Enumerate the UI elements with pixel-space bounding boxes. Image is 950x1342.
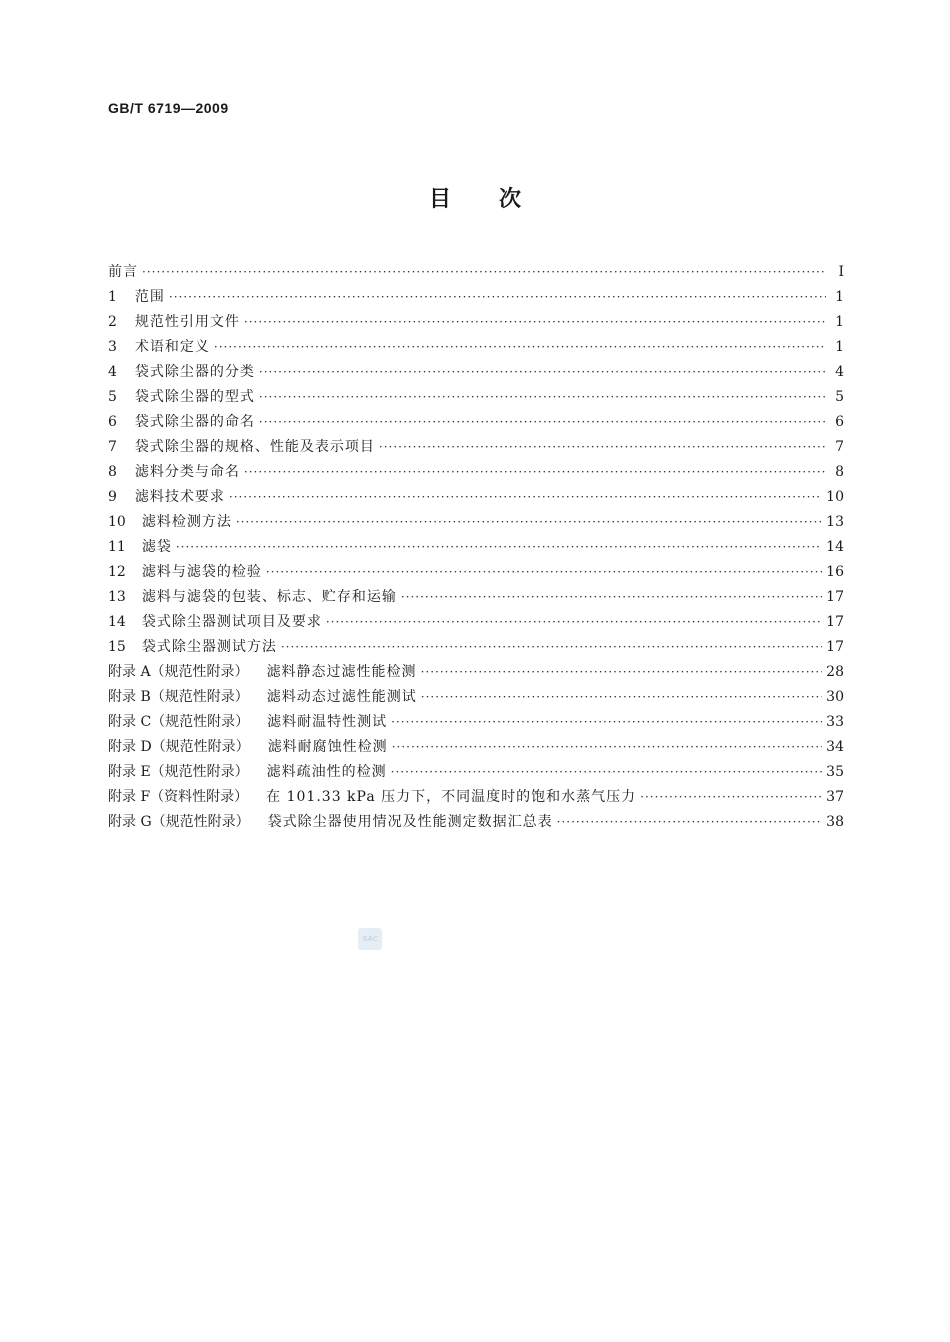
toc-entry-title: 袋式除尘器的规格、性能及表示项目 xyxy=(134,439,375,455)
toc-dot-leader xyxy=(326,610,822,635)
toc-entry-title: 滤料疏油性的检测 xyxy=(266,764,387,780)
toc-entry[interactable] xyxy=(108,660,844,685)
toc-entry-title: 袋式除尘器测试方法 xyxy=(141,639,277,655)
table-of-contents xyxy=(108,260,844,835)
toc-entry-title: 袋式除尘器测试项目及要求 xyxy=(141,614,322,630)
toc-entry-title: 滤料分类与命名 xyxy=(134,464,240,480)
toc-entry[interactable] xyxy=(108,460,844,485)
toc-entry-page: 16 xyxy=(826,564,844,580)
toc-entry[interactable] xyxy=(108,260,844,285)
toc-entry-page: 1 xyxy=(835,289,844,305)
toc-entry-title: 滤料技术要求 xyxy=(134,489,225,505)
toc-entry-page: 28 xyxy=(826,664,844,680)
toc-entry-title: 袋式除尘器的命名 xyxy=(134,414,255,430)
toc-entry-number: 3 xyxy=(108,339,117,355)
toc-entry-page: 37 xyxy=(826,789,844,805)
toc-entry[interactable] xyxy=(108,360,844,385)
toc-entry-number: 13 xyxy=(108,589,126,605)
toc-entry-page: 33 xyxy=(826,714,844,730)
toc-entry[interactable] xyxy=(108,560,844,585)
toc-entry-page: 1 xyxy=(835,339,844,355)
toc-entry-title: 滤料检测方法 xyxy=(141,514,232,530)
toc-entry[interactable] xyxy=(108,285,844,310)
toc-entry-page: 34 xyxy=(826,739,844,755)
toc-entry[interactable] xyxy=(108,635,844,660)
toc-entry-number: 15 xyxy=(108,639,126,655)
toc-entry-title: 滤料静态过滤性能检测 xyxy=(266,664,417,680)
toc-entry-page: 14 xyxy=(826,539,844,555)
toc-entry[interactable] xyxy=(108,735,844,760)
toc-entry[interactable] xyxy=(108,435,844,460)
toc-entry[interactable] xyxy=(108,410,844,435)
toc-entry-title: 袋式除尘器的型式 xyxy=(134,389,255,405)
toc-entry-title: 滤料动态过滤性能测试 xyxy=(266,689,417,705)
toc-dot-leader xyxy=(259,360,826,385)
toc-entry-page: 17 xyxy=(826,639,844,655)
toc-entry-title: 滤料与滤袋的包装、标志、贮存和运输 xyxy=(141,589,397,605)
toc-entry[interactable] xyxy=(108,610,844,635)
toc-entry[interactable] xyxy=(108,685,844,710)
toc-dot-leader xyxy=(259,385,826,410)
toc-entry-number: 1 xyxy=(108,289,117,305)
toc-entry-title: 滤料耐腐蚀性检测 xyxy=(267,739,388,755)
toc-dot-leader xyxy=(214,335,826,360)
toc-dot-leader xyxy=(379,435,826,460)
toc-entry[interactable] xyxy=(108,510,844,535)
toc-dot-leader xyxy=(640,785,822,810)
toc-entry-number: 2 xyxy=(108,314,117,330)
toc-entry-title: 在 101.33 kPa 压力下，不同温度时的饱和水蒸气压力 xyxy=(266,789,637,805)
toc-entry[interactable] xyxy=(108,760,844,785)
toc-dot-leader xyxy=(266,560,822,585)
toc-dot-leader xyxy=(236,510,822,535)
toc-dot-leader xyxy=(229,485,822,510)
toc-entry-page: 8 xyxy=(835,464,844,480)
toc-entry-number: 附录 C（规范性附录） xyxy=(108,714,250,730)
toc-entry-page: 1 xyxy=(835,314,844,330)
toc-dot-leader xyxy=(391,760,823,785)
toc-entry[interactable] xyxy=(108,585,844,610)
toc-dot-leader xyxy=(244,460,826,485)
toc-dot-leader xyxy=(401,585,822,610)
toc-entry-page: 13 xyxy=(826,514,844,530)
toc-entry-number: 附录 B（规范性附录） xyxy=(108,689,249,705)
toc-entry[interactable] xyxy=(108,310,844,335)
toc-entry-number: 7 xyxy=(108,439,117,455)
standard-code: GB/T 6719—2009 xyxy=(108,100,229,116)
toc-entry-page: 7 xyxy=(835,439,844,455)
toc-dot-leader xyxy=(244,310,826,335)
toc-entry-title: 术语和定义 xyxy=(134,339,210,355)
toc-entry-page: 17 xyxy=(826,589,844,605)
toc-dot-leader xyxy=(421,660,823,685)
toc-entry-number: 10 xyxy=(108,514,126,530)
toc-dot-leader xyxy=(391,710,822,735)
toc-entry-number: 11 xyxy=(108,539,126,555)
toc-entry-page: 4 xyxy=(835,364,844,380)
toc-entry[interactable] xyxy=(108,335,844,360)
title-part-2: 次 xyxy=(499,187,522,212)
toc-entry-number: 附录 A（规范性附录） xyxy=(108,664,249,680)
toc-entry[interactable] xyxy=(108,710,844,735)
toc-dot-leader xyxy=(259,410,826,435)
toc-dot-leader xyxy=(421,685,822,710)
toc-entry[interactable] xyxy=(108,485,844,510)
toc-entry-title: 袋式除尘器使用情况及性能测定数据汇总表 xyxy=(267,814,553,830)
toc-dot-leader xyxy=(557,810,823,835)
toc-entry-title: 前言 xyxy=(108,264,138,280)
toc-entry-number: 附录 G（规范性附录） xyxy=(108,814,250,830)
toc-entry-number: 附录 D（规范性附录） xyxy=(108,739,250,755)
toc-entry-number: 9 xyxy=(108,489,117,505)
toc-entry[interactable] xyxy=(108,810,844,835)
toc-entry-title: 滤料耐温特性测试 xyxy=(267,714,388,730)
toc-entry-number: 5 xyxy=(108,389,117,405)
toc-entry[interactable] xyxy=(108,535,844,560)
toc-entry-page: 30 xyxy=(826,689,844,705)
toc-entry-title: 规范性引用文件 xyxy=(134,314,240,330)
toc-entry-number: 6 xyxy=(108,414,117,430)
toc-entry[interactable] xyxy=(108,785,844,810)
title-part-1: 目 xyxy=(428,187,451,212)
toc-dot-leader xyxy=(142,260,826,285)
toc-dot-leader xyxy=(392,735,822,760)
toc-entry-number: 14 xyxy=(108,614,126,630)
toc-entry-page: 5 xyxy=(835,389,844,405)
toc-entry-number: 附录 F（资料性附录） xyxy=(108,789,249,805)
toc-entry-page: 10 xyxy=(826,489,844,505)
toc-entry-title: 滤料与滤袋的检验 xyxy=(141,564,262,580)
toc-entry-page: 6 xyxy=(835,414,844,430)
toc-entry-page: 38 xyxy=(826,814,844,830)
toc-entry-title: 范围 xyxy=(134,289,165,305)
toc-dot-leader xyxy=(281,635,822,660)
toc-entry[interactable] xyxy=(108,385,844,410)
toc-entry-number: 4 xyxy=(108,364,117,380)
toc-entry-number: 12 xyxy=(108,564,126,580)
toc-dot-leader xyxy=(169,285,826,310)
toc-entry-title: 袋式除尘器的分类 xyxy=(134,364,255,380)
toc-entry-page: 35 xyxy=(826,764,844,780)
page-title xyxy=(0,182,950,213)
toc-entry-title: 滤袋 xyxy=(141,539,172,555)
toc-dot-leader xyxy=(176,535,822,560)
toc-entry-page: Ⅰ xyxy=(838,264,844,280)
toc-entry-number: 附录 E（规范性附录） xyxy=(108,764,249,780)
toc-entry-page: 17 xyxy=(826,614,844,630)
toc-entry-number: 8 xyxy=(108,464,117,480)
sac-logo-watermark: SAC xyxy=(358,928,382,950)
